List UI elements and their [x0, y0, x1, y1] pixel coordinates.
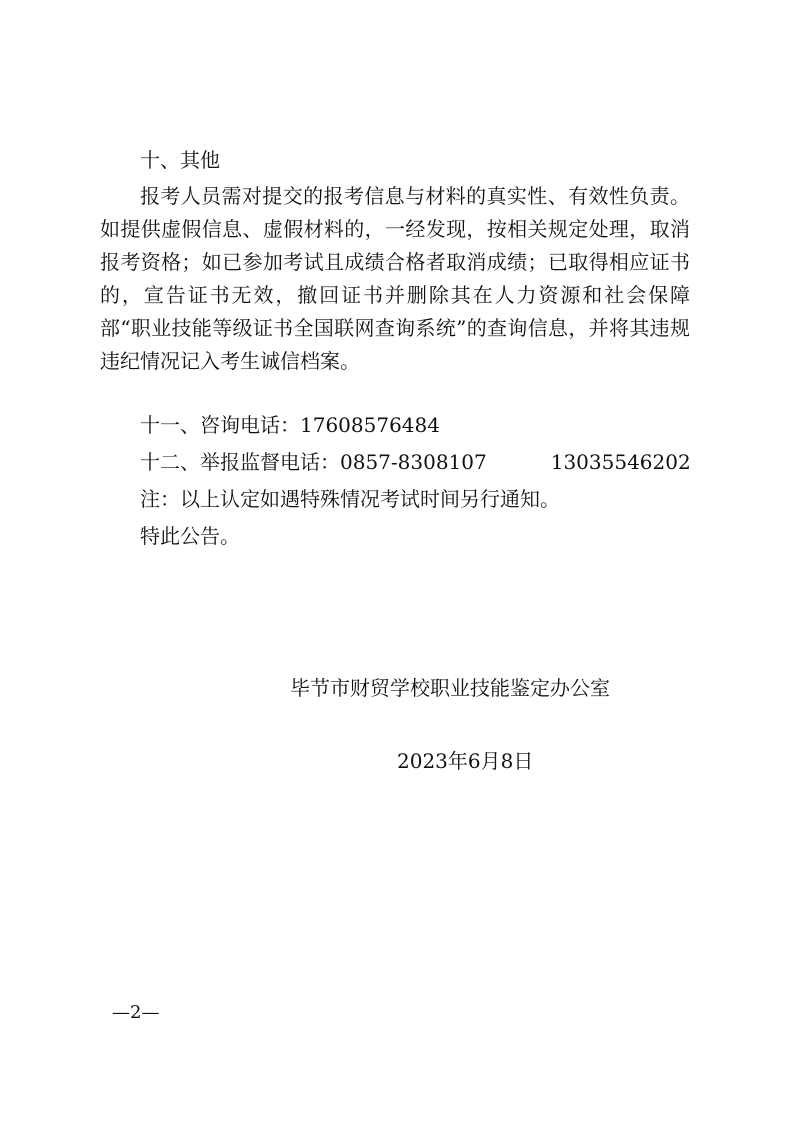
- body-paragraph: 报考人员需对提交的报考信息与材料的真实性、有效性负责。如提供虚假信息、虚假材料的，一经发现，按相关规定处理，取消报考资格；如已参加考试且成绩合格者取消成绩；已取得相应证书的，宣告证书无效，撤回证书并删除其在人力资源和社会保障部“职业技能等级证书全国联网查询系统”的查询信息，并将其违规违纪情况记入考生诚信档案。: [100, 184, 690, 373]
- consult-phone: 17608576484: [300, 413, 440, 437]
- report-label: 十二、举报监督电话：: [140, 450, 340, 474]
- report-line: [100, 446, 690, 479]
- consult-line: [100, 409, 690, 442]
- page-number: —2—: [112, 1002, 160, 1023]
- report-phone-1: 0857-8308107: [340, 450, 487, 474]
- report-phone-2: 13035546202: [550, 450, 691, 474]
- closing-line: 特此公告。: [140, 524, 240, 548]
- note-line: 注：以上认定如遇特殊情况考试时间另行通知。: [140, 487, 560, 511]
- signature-organization: 毕节市财贸学校职业技能鉴定办公室: [290, 676, 610, 700]
- consult-label: 十一、咨询电话：: [140, 413, 300, 437]
- document-date: 2023年6月8日: [397, 749, 534, 773]
- section-title: 十、其他: [140, 148, 220, 172]
